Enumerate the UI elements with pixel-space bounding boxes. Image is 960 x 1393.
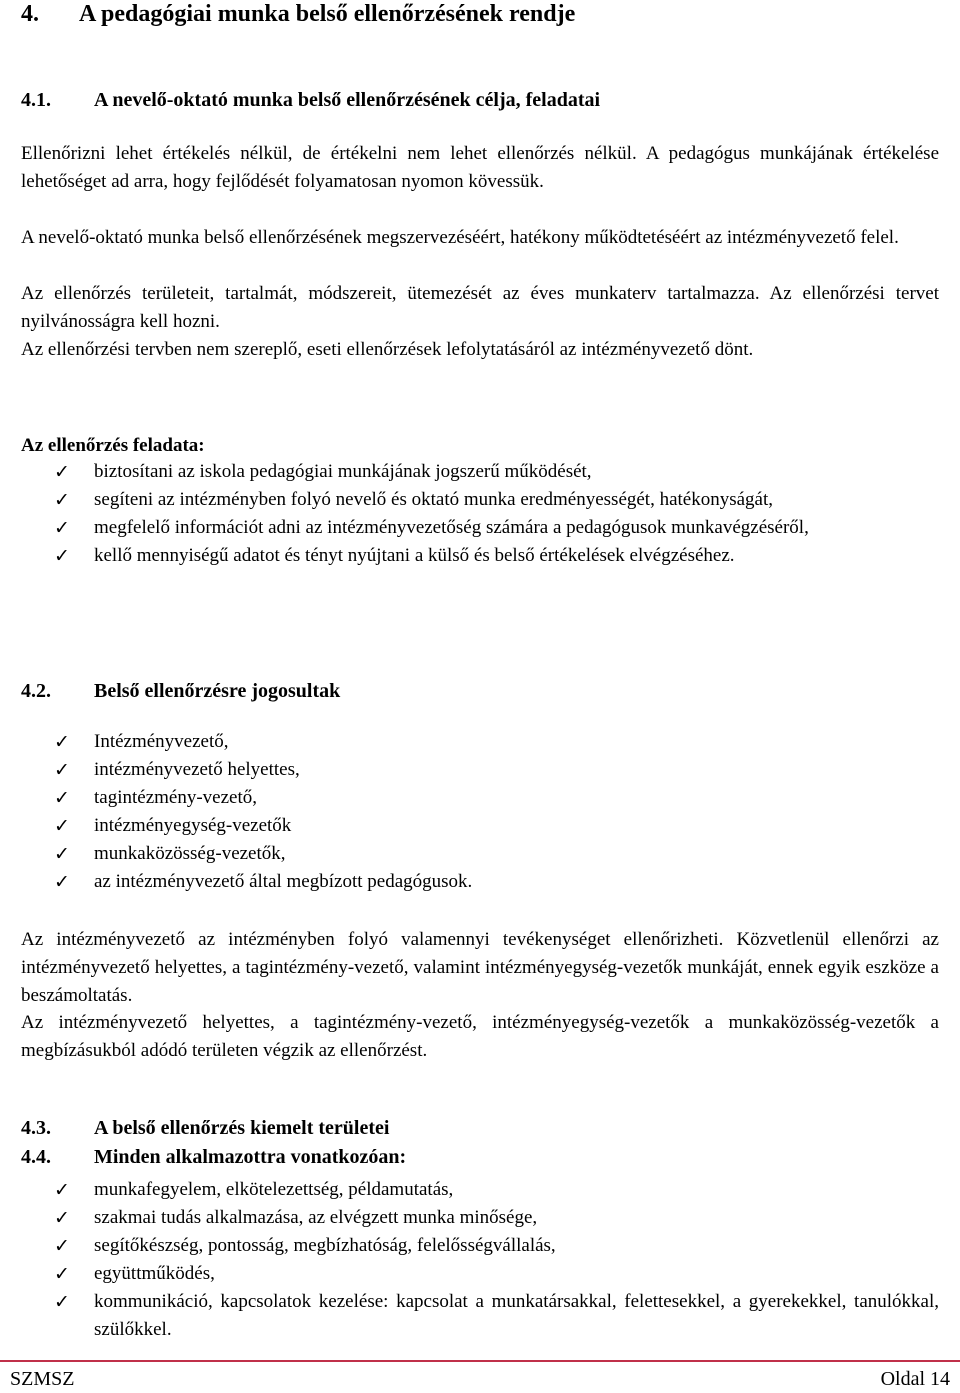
check-icon: ✓ <box>54 1263 70 1285</box>
section-title: Belső ellenőrzésre jogosultak <box>94 680 341 702</box>
list-item: ✓ munkaközösség-vezetők, <box>21 840 939 868</box>
list-item: ✓ megfelelő információt adni az intézményvezetőség számára a pedagógusok munkavégzéséről, <box>21 514 939 542</box>
employee-list <box>21 1176 939 1344</box>
list-item: ✓ segíteni az intézményben folyó nevelő és oktató munka eredményességét, hatékonyságát, <box>21 486 939 514</box>
chapter-heading <box>21 0 575 28</box>
section-number: 4.4. <box>21 1146 51 1168</box>
section-title: A nevelő-oktató munka belső ellenőrzésének célja, feladatai <box>94 89 601 111</box>
list-item: ✓ intézményvezető helyettes, <box>21 756 939 784</box>
list-item: ✓ Intézményvezető, <box>21 728 939 756</box>
footer-doc-name: SZMSZ <box>10 1368 75 1390</box>
section-heading-4-3 <box>21 1114 389 1142</box>
check-icon: ✓ <box>54 815 70 837</box>
task-list <box>21 458 939 570</box>
list-item: ✓ intézményegység-vezetők <box>21 812 939 840</box>
check-icon: ✓ <box>54 489 70 511</box>
section-number: 4.1. <box>21 89 51 111</box>
check-icon: ✓ <box>54 1235 70 1257</box>
section-heading-4-1 <box>21 86 600 114</box>
list-item: ✓ szakmai tudás alkalmazása, az elvégzett munka minősége, <box>21 1204 939 1232</box>
list-item: ✓ az intézményvezető által megbízott pedagógusok. <box>21 868 939 896</box>
paragraph: Ellenőrizni lehet értékelés nélkül, de értékelni nem lehet ellenőrzés nélkül. A pedagógus munkájának értékelése lehetőséget ad arra, hogy fejlődését folyamatosan nyomon kövessük. <box>21 143 939 192</box>
check-icon: ✓ <box>54 871 70 893</box>
check-icon: ✓ <box>54 759 70 781</box>
section-number: 4.3. <box>21 1117 51 1139</box>
check-icon: ✓ <box>54 843 70 865</box>
list-item: ✓ biztosítani az iskola pedagógiai munkájának jogszerű működését, <box>21 458 939 486</box>
section-number: 4.2. <box>21 680 51 702</box>
section-heading-4-4 <box>21 1143 406 1171</box>
paragraph: Az ellenőrzési tervben nem szereplő, eseti ellenőrzések lefolytatásáról az intézményvezető dönt. <box>21 339 754 360</box>
section-heading-4-2 <box>21 677 340 705</box>
check-icon: ✓ <box>54 731 70 753</box>
list-item: ✓ munkafegyelem, elkötelezettség, példamutatás, <box>21 1176 939 1204</box>
list-item: ✓ tagintézmény-vezető, <box>21 784 939 812</box>
footer-page-number: Oldal 14 <box>880 1368 950 1390</box>
list-item: ✓ segítőkészség, pontosság, megbízhatóság, felelősségvállalás, <box>21 1232 939 1260</box>
check-icon: ✓ <box>54 1179 70 1201</box>
paragraph: A nevelő-oktató munka belső ellenőrzésének megszervezéséért, hatékony működtetéséért az intézményvezető felel. <box>21 227 899 248</box>
check-icon: ✓ <box>54 545 70 567</box>
list-item: ✓ kellő mennyiségű adatot és tényt nyújtani a külső és belső értékelések elvégzéséhez. <box>21 542 939 570</box>
check-icon: ✓ <box>54 461 70 483</box>
chapter-number: 4. <box>21 1 39 27</box>
section-title: Minden alkalmazottra vonatkozóan: <box>94 1146 407 1168</box>
paragraph: Az intézményvezető helyettes, a tagintézmény-vezető, intézményegység-vezetők a munkaközösség-vezetők a megbízásukból adódó területen végzik az ellenőrzést. <box>21 1012 939 1061</box>
check-icon: ✓ <box>54 517 70 539</box>
check-icon: ✓ <box>54 1207 70 1229</box>
paragraph: Az ellenőrzés területeit, tartalmát, módszereit, ütemezését az éves munkaterv tartalmazza. Az ellenőrzési tervet nyilvánosságra kell hozni. <box>21 283 939 332</box>
paragraph: Az intézményvezető az intézményben folyó valamennyi tevékenységet ellenőrizheti. Közvetlenül ellenőrzi az intézményvezető helyettes, a tagintézmény-vezető, valamint intézményegység-vezetők munkáját, ennek egyik eszköze a beszámoltatás. <box>21 929 939 1006</box>
list-item: ✓ kommunikáció, kapcsolatok kezelése: kapcsolat a munkatársakkal, felettesekkel, a gyerekekkel, tanulókkal, szülőkkel. <box>21 1288 939 1344</box>
section-title: A belső ellenőrzés kiemelt területei <box>94 1117 390 1139</box>
check-icon: ✓ <box>54 1291 70 1313</box>
authorized-list <box>21 728 939 896</box>
chapter-title: A pedagógiai munka belső ellenőrzésének rendje <box>79 1 576 27</box>
check-icon: ✓ <box>54 787 70 809</box>
list-item: ✓ együttműködés, <box>21 1260 939 1288</box>
footer-divider <box>0 1360 960 1362</box>
task-heading: Az ellenőrzés feladata: <box>21 435 205 456</box>
